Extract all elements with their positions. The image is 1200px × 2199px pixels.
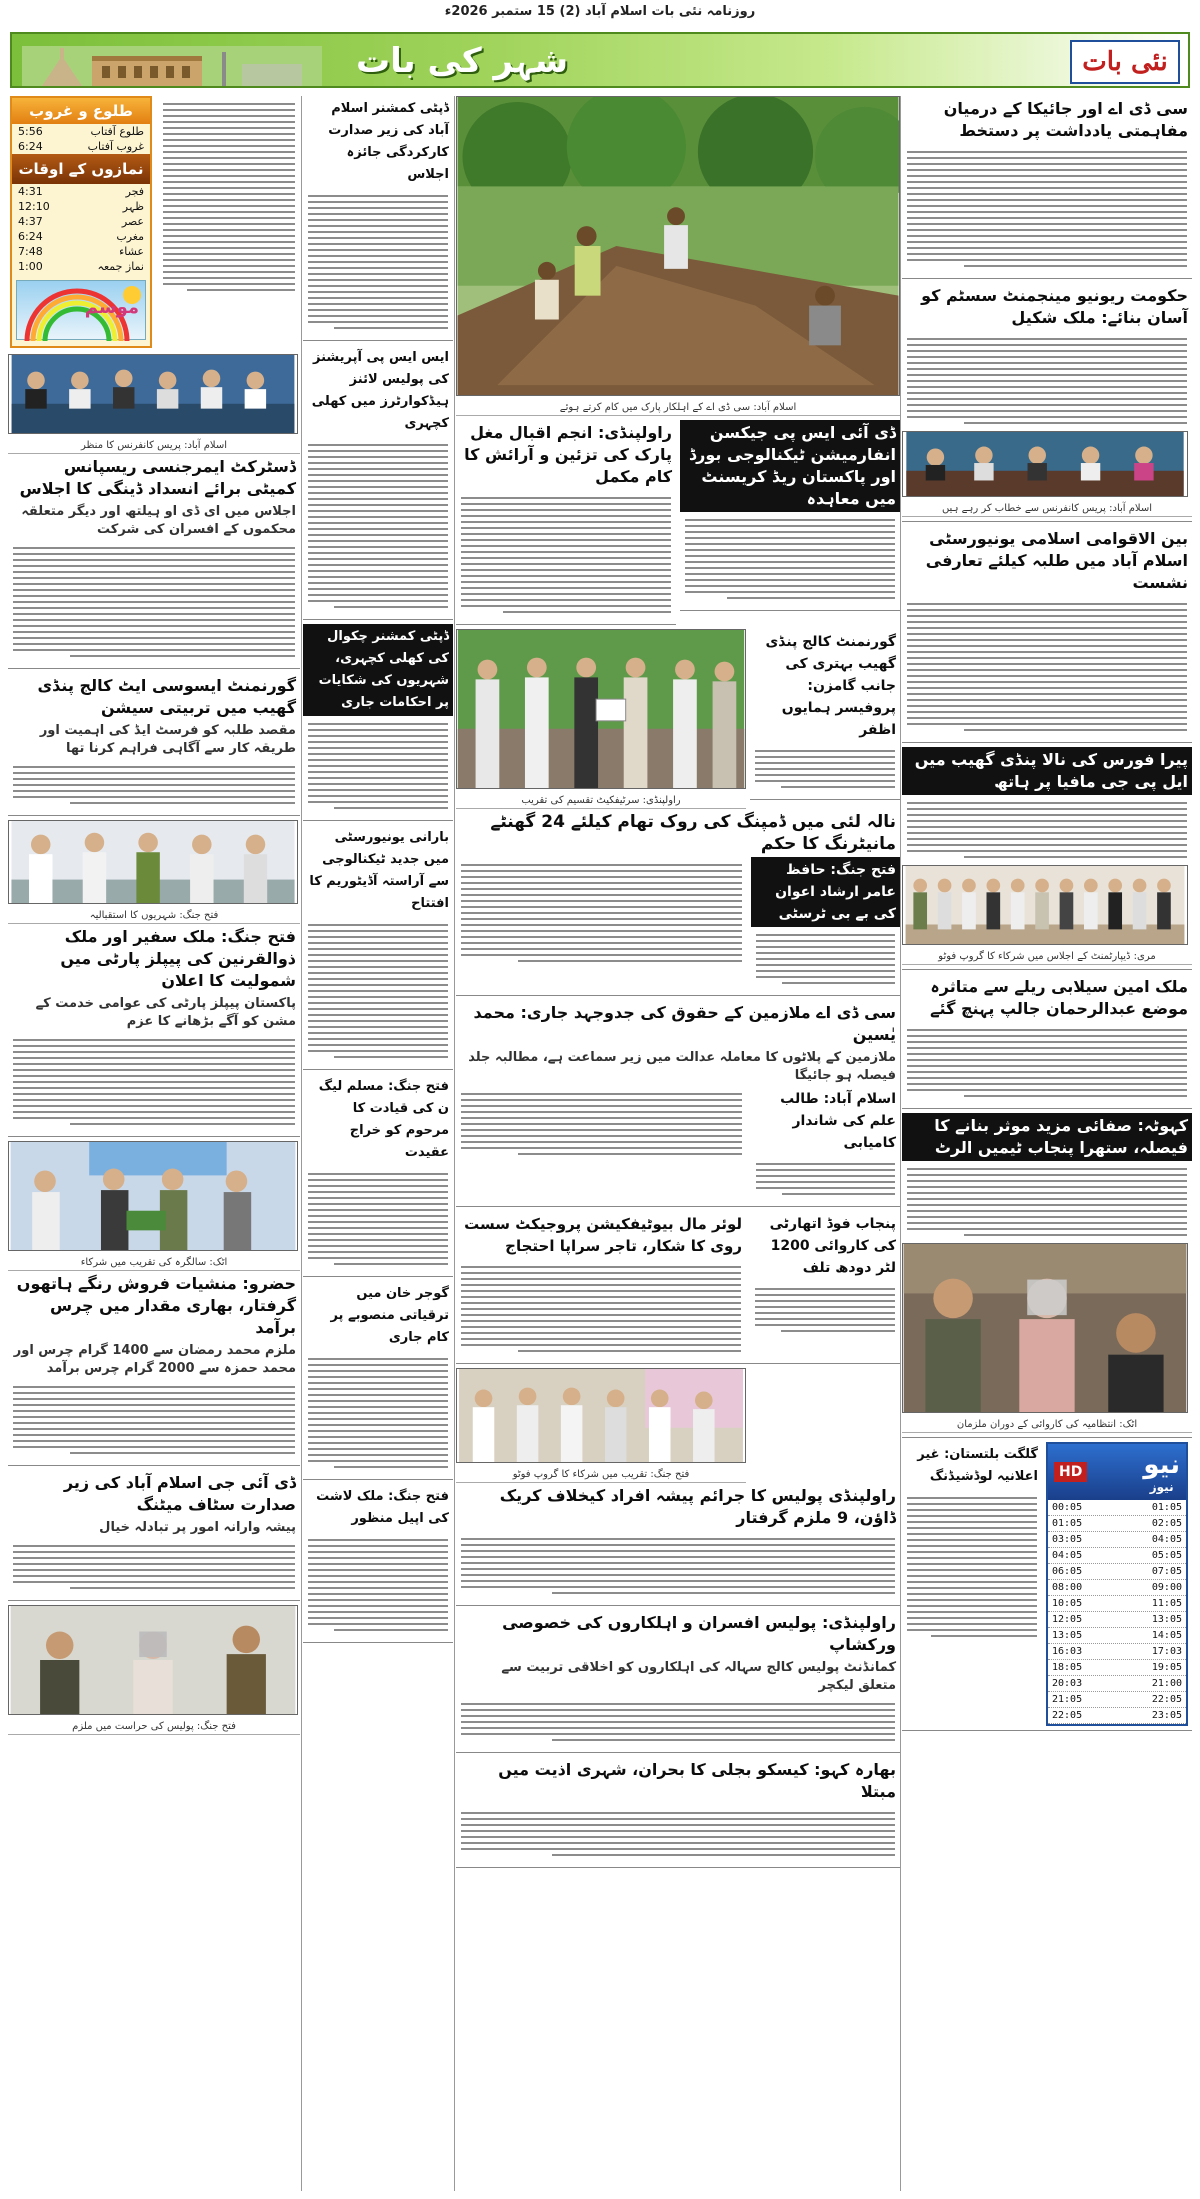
tv-schedule-row: [1048, 1692, 1186, 1708]
photo-caption: راولپنڈی: سرٹیفکیٹ تقسیم کی تقریب: [456, 793, 746, 809]
story-body: [458, 1262, 744, 1356]
story-body: [305, 1169, 451, 1269]
news-story: [902, 96, 1192, 279]
news-story: [8, 673, 300, 816]
sunrise-time: 5:56: [18, 125, 43, 138]
news-story: [902, 526, 1192, 743]
tv-time: 23:05: [1151, 1710, 1182, 1721]
prayer-row: [12, 214, 150, 229]
story-headline: کہوٹہ: صفائی مزید موثر بنانے کا فیصلہ، ستھرا پنجاب ٹیمیں الرٹ: [902, 1113, 1192, 1161]
tv-schedule-row: [1048, 1500, 1186, 1516]
story-headline: گلگت بلتستان: غیر اعلانیہ لوڈشیڈنگ: [917, 1447, 1038, 1484]
story-subheadline: کمانڈنٹ پولیس کالج سہالہ کی اہلکاروں کو اخلاقی تربیت سے متعلق لیکچر: [501, 1660, 896, 1693]
story-headline: ڈی آئی جی اسلام آباد کی زیر صدارت سٹاف میٹنگ: [63, 1473, 296, 1514]
news-story: [303, 1281, 453, 1480]
news-story: [8, 1470, 300, 1601]
hd-badge: HD: [1054, 1462, 1087, 1482]
photo-caption: اٹک: سالگرہ کی تقریب میں شرکاء: [8, 1255, 300, 1271]
tv-time: 07:05: [1151, 1566, 1182, 1577]
prayer-name: عشاء: [119, 245, 144, 258]
friday-prayer-row: [12, 259, 150, 274]
story-body: [305, 920, 451, 1062]
left-column: [8, 96, 300, 2191]
story-headline: راولپنڈی: انجم اقبال مغل پارک کی تزئین و آرائش کا کام مکمل: [464, 423, 672, 486]
news-story: [8, 454, 300, 669]
news-story: [456, 809, 900, 996]
prayer-time: 7:48: [18, 245, 43, 258]
story-headline: حضرو: منشیات فروش رنگے ہاتھوں گرفتار، بھاری مقدار میں چرس برآمد: [16, 1274, 296, 1337]
story-headline: راولپنڈی پولیس کا جرائم پیشہ افراد کیخلاف کریک ڈاؤن، 9 ملزم گرفتار: [499, 1486, 896, 1527]
middle-column: [456, 96, 900, 2191]
tv-schedule-row: [1048, 1596, 1186, 1612]
friday-prayer-label: نماز جمعہ: [97, 260, 144, 273]
masthead-banner: [10, 32, 1190, 88]
prayer-name: فجر: [125, 185, 144, 198]
tv-schedule-row: [1048, 1532, 1186, 1548]
column-divider: [454, 96, 455, 2191]
tv-schedule-list: [1048, 1500, 1186, 1724]
friday-prayer-time: 1:00: [18, 260, 43, 273]
column-divider: [301, 96, 302, 2191]
sunset-row: [12, 139, 150, 154]
news-story: [456, 1483, 900, 1606]
tv-alt-time: 21:05: [1052, 1694, 1083, 1705]
story-headline: بارانی یونیورسٹی میں جدید ٹیکنالوجی سے آراستہ آڈیٹوریم کا افتتاح: [309, 830, 449, 911]
story-headline: فتح جنگ: حافظ عامر ارشاد اعوان کی بے بی ٹرسٹی: [751, 857, 900, 927]
story-headline: گورنمنٹ ایسوسی ایٹ کالج پنڈی گھیب میں تربیتی سیشن: [37, 676, 296, 717]
timings-box: [10, 96, 152, 348]
story-headline: بھارہ کہو: کیسکو بجلی کا بحران، شہری اذیت میں مبتلا: [498, 1760, 896, 1801]
tv-alt-time: 20:03: [1052, 1678, 1083, 1689]
news-story: [902, 974, 1192, 1109]
tv-time: 14:05: [1151, 1630, 1182, 1641]
tv-time: 13:05: [1151, 1614, 1182, 1625]
story-headline: ڈپٹی کمشنر اسلام آباد کی زیر صدارت کارکردگی جائزہ اجلاس: [328, 101, 449, 182]
certificate-ceremony-photo: [456, 629, 746, 789]
tv-time: 09:00: [1151, 1582, 1182, 1593]
tv-time: 02:05: [1151, 1518, 1182, 1529]
story-body: [10, 1382, 298, 1458]
tv-alt-time: 03:05: [1052, 1534, 1083, 1545]
award-ceremony-photo: [456, 1368, 746, 1463]
prayer-time: 6:24: [18, 230, 43, 243]
story-headline: لوئر مال بیوٹیفکیشن پروجیکٹ سست روی کا شکار، تاجر سراپا احتجاج: [464, 1215, 742, 1255]
story-body: [305, 1354, 451, 1472]
column-divider: [900, 96, 901, 2191]
tv-schedule-row: [1048, 1708, 1186, 1724]
story-headline: گوجر خان میں ترقیاتی منصوبے پر کام جاری: [330, 1286, 449, 1345]
newspaper-logo: نئی بات: [1070, 40, 1180, 84]
tv-schedule-row: [1048, 1660, 1186, 1676]
tv-alt-time: 10:05: [1052, 1598, 1083, 1609]
sunrise-row: [12, 124, 150, 139]
news-story: [902, 1113, 1192, 1438]
photo-caption: فتح جنگ: شہریوں کا استقبالیہ: [8, 908, 300, 924]
story-headline: ڈی آئی ایس پی جیکسن انفارمیشن ٹیکنالوجی بورڈ اور پاکستان ریڈ کریسنٹ میں معاہدہ: [680, 420, 900, 512]
tv-schedule-row: [1048, 1628, 1186, 1644]
story-body: [305, 1535, 451, 1635]
story-body: [10, 543, 298, 661]
tv-header: [1048, 1444, 1186, 1500]
story-body: [904, 798, 1190, 862]
story-headline: ڈپٹی کمشنر چکوال کی کھلی کچہری، شہریوں کی شکایات پر احکامات جاری: [303, 624, 453, 716]
story-headline: حکومت ریونیو مینجمنٹ سسٹم کو آسان بنائے: ملک شکیل: [921, 286, 1188, 327]
photo-caption: فتح جنگ: تقریب میں شرکاء کا گروپ فوٹو: [456, 1467, 746, 1483]
story-body: [305, 191, 451, 333]
tv-schedule-row: [1048, 1644, 1186, 1660]
story-body: [753, 930, 898, 988]
sunrise-sunset-title: طلوع و غروب: [12, 98, 150, 124]
story-body: [10, 762, 298, 808]
news-story: [8, 1271, 300, 1466]
prayer-name: عصر: [121, 215, 144, 228]
story-headline: فتح جنگ: مسلم لیگ ن کی قیادت کا مرحوم کو خراج عقیدت: [318, 1079, 449, 1160]
story-body: [10, 1035, 298, 1129]
press-conference-photo: [8, 354, 298, 434]
prayer-name: مغرب: [116, 230, 144, 243]
narrow-column: [303, 96, 453, 2191]
story-headline: راولپنڈی: پولیس افسران و اہلکاروں کی خصوصی ورکشاپ: [502, 1613, 896, 1654]
park-work-photo: [456, 96, 900, 396]
right-column: [902, 96, 1192, 2191]
prayer-row: [12, 199, 150, 214]
prayer-row: [12, 184, 150, 199]
tv-schedule-row: [1048, 1580, 1186, 1596]
news-story: [902, 1442, 1192, 1731]
prayer-time: 4:37: [18, 215, 43, 228]
story-body: [904, 334, 1190, 428]
tv-brand-sub: نیوز: [1149, 1480, 1174, 1494]
story-subheadline: ملازمین کے پلاٹوں کا معاملہ عدالت میں زیر سماعت ہے، مطالبہ جلد فیصلہ ہو جائیگا: [468, 1050, 896, 1083]
police-custody-photo: [8, 1605, 298, 1715]
news-story: [456, 1000, 900, 1207]
story-headline: پنجاب فوڈ اتھارٹی کی کاروائی 1200 لٹر دودھ تلف: [769, 1216, 896, 1276]
prayer-row: [12, 244, 150, 259]
news-story: [456, 1757, 900, 1868]
prayer-times-title: نمازوں کے اوقات: [12, 154, 150, 184]
story-body: [904, 1164, 1190, 1240]
anniversary-photo: [8, 1141, 298, 1251]
weather-label: موسم: [84, 297, 139, 318]
tv-alt-time: 12:05: [1052, 1614, 1083, 1625]
story-headline: گورنمنٹ کالج پنڈی گھیب بہتری کی جانب گامزن: پروفیسر ہمایوں اظفر: [765, 634, 896, 738]
tv-time: 21:00: [1151, 1678, 1182, 1689]
story-subheadline: پاکستان پیپلز پارٹی کی عوامی خدمت کے مشن کو آگے بڑھانے کا عزم: [35, 996, 296, 1029]
prayer-time: 12:10: [18, 200, 50, 213]
tv-alt-time: 04:05: [1052, 1550, 1083, 1561]
tv-alt-time: 08:00: [1052, 1582, 1083, 1593]
tv-alt-time: 18:05: [1052, 1662, 1083, 1673]
story-body: [682, 515, 898, 603]
news-story: [902, 747, 1192, 970]
tv-alt-time: 00:05: [1052, 1502, 1083, 1513]
story-headline: سی ڈی اے ملازمین کے حقوق کی جدوجہد جاری: محمد یٰسین: [473, 1003, 896, 1044]
tv-alt-time: 22:05: [1052, 1710, 1083, 1721]
tv-schedule-row: [1048, 1564, 1186, 1580]
tv-schedule-row: [1048, 1612, 1186, 1628]
story-headline: سی ڈی اے اور جائیکا کے درمیان مفاہمتی یادداشت پر دستخط: [943, 99, 1188, 140]
tv-time: 22:05: [1151, 1694, 1182, 1705]
story-body: [458, 1089, 745, 1199]
dateline: روزنامہ نئی بات اسلام آباد (2) 15 ستمبر 2026ء: [444, 4, 756, 19]
story-body: [753, 1159, 898, 1199]
photo-caption: اسلام آباد: پریس کانفرنس کا منظر: [8, 438, 300, 454]
story-body: [458, 1699, 898, 1745]
news-story: [456, 1610, 900, 1753]
story-headline: نالہ لئی میں ڈمپنگ کی روک تھام کیلئے 24 گھنٹے مانیٹرنگ کا حکم: [490, 812, 896, 854]
story-body: [10, 1541, 298, 1593]
photo-caption: اسلام آباد: سی ڈی اے کے اہلکار پارک میں کام کرتے ہوئے: [456, 400, 900, 416]
prayer-time: 4:31: [18, 185, 43, 198]
tv-brand-logo: نیو: [1143, 1450, 1180, 1480]
story-body: [904, 599, 1190, 735]
photo-caption: مری: ڈیپارٹمنٹ کے اجلاس میں شرکاء کا گروپ فوٹو: [902, 949, 1192, 965]
news-story: [303, 345, 453, 620]
tv-time: 01:05: [1151, 1502, 1182, 1513]
story-headline: ملک امین سیلابی ریلے سے متاثرہ موضع عبدالرحمان جالپ پہنچ گئے: [930, 977, 1188, 1018]
story-body: [904, 1493, 1040, 1641]
story-body: [458, 1808, 898, 1860]
news-story: [303, 624, 453, 821]
sunset-time: 6:24: [18, 140, 43, 153]
story-headline: ڈسٹرکٹ ایمرجنسی ریسپانس کمیٹی برائے انسداد ڈینگی کا اجلاس: [19, 457, 296, 498]
story-body: [752, 746, 898, 792]
news-story: [902, 283, 1192, 522]
story-body: [752, 1284, 898, 1336]
tv-alt-time: 13:05: [1052, 1630, 1083, 1641]
tv-time: 04:05: [1151, 1534, 1182, 1545]
tv-alt-time: 16:03: [1052, 1646, 1083, 1657]
accused-persons-photo: [902, 1243, 1188, 1413]
tv-schedule-row: [1048, 1676, 1186, 1692]
photo-caption: اٹک: انتظامیہ کی کاروائی کے دوران ملزمان: [902, 1417, 1192, 1433]
story-body: [904, 147, 1190, 271]
page-section-title: شہر کی بات: [355, 41, 569, 81]
tv-time: 19:05: [1151, 1662, 1182, 1673]
story-body: [305, 440, 451, 612]
story-body: [458, 860, 745, 988]
photo-caption: فتح جنگ: پولیس کی حراست میں ملزم: [8, 1719, 300, 1735]
photo-caption: اسلام آباد: پریس کانفرنس سے خطاب کر رہے ہیں: [902, 501, 1192, 517]
news-story: [8, 924, 300, 1137]
press-conference-photo: [902, 431, 1188, 497]
story-headline: پیرا فورس کی نالا پنڈی گھیب میں ایل پی جی مافیا پر ہاتھ: [902, 747, 1192, 795]
tv-time: 11:05: [1151, 1598, 1182, 1609]
story-subheadline: پیشہ وارانہ امور پر تبادلہ خیال: [99, 1520, 296, 1535]
tv-schedule-row: [1048, 1516, 1186, 1532]
news-story: [303, 96, 453, 341]
story-subheadline: اجلاس میں ای ڈی او ہیلتھ اور دیگر متعلقہ محکموں کے افسران کی شرکت: [21, 504, 296, 537]
news-story: [456, 420, 676, 625]
story-body: [458, 1534, 898, 1598]
story-headline: فتح جنگ: ملک لاشت کی اپیل منظور: [316, 1489, 449, 1526]
reception-photo: [8, 820, 298, 904]
news-story: [303, 1074, 453, 1277]
tv-time: 17:03: [1151, 1646, 1182, 1657]
news-story: [303, 1484, 453, 1643]
news-story: [456, 1211, 900, 1364]
prayer-name: ظہر: [122, 200, 144, 213]
news-story: [750, 629, 900, 800]
story-headline: اسلام آباد: طالب علم کی شاندار کامیابی: [780, 1091, 896, 1151]
tv-alt-time: 06:05: [1052, 1566, 1083, 1577]
group-photo: [902, 865, 1188, 945]
tv-schedule-row: [1048, 1548, 1186, 1564]
tv-schedule-box: [1046, 1442, 1188, 1726]
sunset-label: غروب آفتاب: [87, 140, 144, 153]
story-body: [904, 1025, 1190, 1101]
story-headline: فتح جنگ: ملک سفیر اور ملک ذوالقرنین کی پیپلز پارٹی میں شمولیت کا اعلان: [60, 927, 296, 990]
news-story: [680, 420, 900, 611]
city-skyline-illustration: [22, 46, 322, 86]
prayer-row: [12, 229, 150, 244]
story-body: [458, 493, 674, 617]
tv-time: 05:05: [1151, 1550, 1182, 1561]
sunrise-label: طلوع آفتاب: [90, 125, 144, 138]
story-body: [160, 99, 298, 351]
story-body: [305, 719, 451, 813]
story-headline: ایس ایس پی آپریشنز کی پولیس لائنز ہیڈکوارٹرز میں کھلی کچہری: [311, 350, 449, 431]
prayer-times-list: [12, 184, 150, 259]
story-subheadline: ملزم محمد رمضان سے 1400 گرام چرس اور محمد حمزہ سے 2000 گرام چرس برآمد: [13, 1343, 296, 1376]
story-subheadline: مقصد طلبہ کو فرسٹ ایڈ کی اہمیت اور طریقہ کار سے آگاہی فراہم کرنا تھا: [39, 723, 296, 756]
news-story: [303, 825, 453, 1070]
tv-alt-time: 01:05: [1052, 1518, 1083, 1529]
weather-illustration: [16, 280, 146, 340]
story-headline: بین الاقوامی اسلامی یونیورسٹی اسلام آباد میں طلبہ کیلئے تعارفی نشست: [925, 529, 1188, 592]
